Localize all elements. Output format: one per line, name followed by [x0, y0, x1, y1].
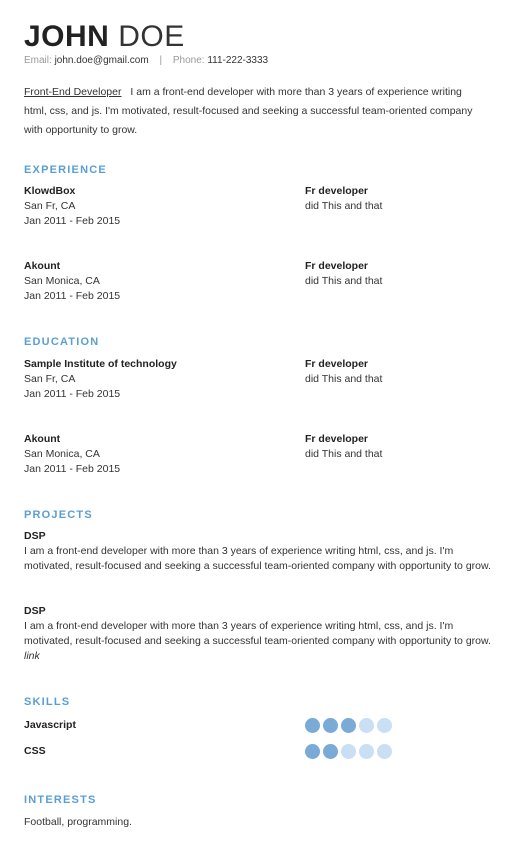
education-entry — [24, 432, 492, 477]
experience-entry — [24, 259, 492, 304]
education-role: Fr developer — [305, 358, 369, 370]
skill-dot-empty — [359, 718, 374, 733]
summary-role: Front-End Developer — [24, 86, 122, 98]
skill-dot-filled — [341, 718, 356, 733]
company-name: Akount — [24, 260, 61, 272]
education-role: Fr developer — [305, 433, 369, 445]
summary — [24, 83, 486, 140]
skill-dot-filled — [305, 718, 320, 733]
school-name: Sample Institute of technology — [24, 358, 177, 370]
contact-separator: | — [159, 55, 163, 66]
education-entry — [24, 357, 492, 402]
skills-title: SKILLS — [24, 696, 71, 708]
project-entry — [24, 604, 492, 664]
experience-entry — [24, 184, 492, 229]
skill-dot-filled — [305, 744, 320, 759]
education-dates: Jan 2011 - Feb 2015 — [24, 463, 121, 475]
resume-name — [24, 20, 492, 54]
email-label: Email: — [24, 55, 52, 66]
education-title: EDUCATION — [24, 336, 100, 348]
project-link[interactable]: link — [24, 650, 40, 662]
project-name: DSP — [24, 530, 46, 542]
job-role: Fr developer — [305, 185, 369, 197]
interests-text: Football, programming. — [24, 816, 132, 828]
school-name: Akount — [24, 433, 61, 445]
company-location: San Monica, CA — [24, 275, 100, 287]
project-description: I am a front-end developer with more than 3 years of experience writing html, css, and js. I'm motivated, result-focused and seeking a successful team-oriented company with opportunity to grow. — [24, 620, 491, 647]
resume-page — [0, 0, 516, 140]
school-location: San Fr, CA — [24, 373, 76, 385]
skill-name: Javascript — [24, 719, 76, 731]
project-entry — [24, 529, 492, 574]
skill-dot-empty — [377, 718, 392, 733]
contact-line — [24, 54, 492, 68]
job-description: did This and that — [305, 200, 383, 212]
education-description: did This and that — [305, 373, 383, 385]
job-role: Fr developer — [305, 260, 369, 272]
project-name: DSP — [24, 605, 46, 617]
projects-title: PROJECTS — [24, 509, 93, 521]
education-description: did This and that — [305, 448, 383, 460]
phone-value: 111-222-3333 — [207, 55, 269, 66]
skill-dot-empty — [359, 744, 374, 759]
skill-dot-empty — [377, 744, 392, 759]
skill-row — [24, 743, 492, 759]
skill-dot-filled — [323, 718, 338, 733]
skill-dot-empty — [341, 744, 356, 759]
skill-name: CSS — [24, 745, 46, 757]
job-description: did This and that — [305, 275, 383, 287]
employment-dates: Jan 2011 - Feb 2015 — [24, 215, 121, 227]
interests-title: INTERESTS — [24, 794, 97, 806]
experience-title: EXPERIENCE — [24, 164, 107, 176]
school-location: San Monica, CA — [24, 448, 100, 460]
summary-text: I am a front-end developer with more than 3 years of experience writing html, css, and js. I'm motivated, result-focused and seeking a successful team-oriented company with opportunity to grow. — [24, 86, 473, 136]
email-value[interactable]: john.doe@gmail.com — [54, 55, 149, 66]
skill-row — [24, 717, 492, 733]
skill-rating — [305, 718, 395, 733]
company-name: KlowdBox — [24, 185, 76, 197]
skill-rating — [305, 744, 395, 759]
phone-label: Phone: — [172, 55, 205, 66]
company-location: San Fr, CA — [24, 200, 76, 212]
skill-dot-filled — [323, 744, 338, 759]
education-dates: Jan 2011 - Feb 2015 — [24, 388, 121, 400]
first-name: JOHN — [24, 20, 110, 53]
last-name: DOE — [118, 20, 185, 53]
employment-dates: Jan 2011 - Feb 2015 — [24, 290, 121, 302]
project-description: I am a front-end developer with more than 3 years of experience writing html, css, and js. I'm motivated, result-focused and seeking a successful team-oriented company with opportunity to grow. — [24, 545, 491, 572]
